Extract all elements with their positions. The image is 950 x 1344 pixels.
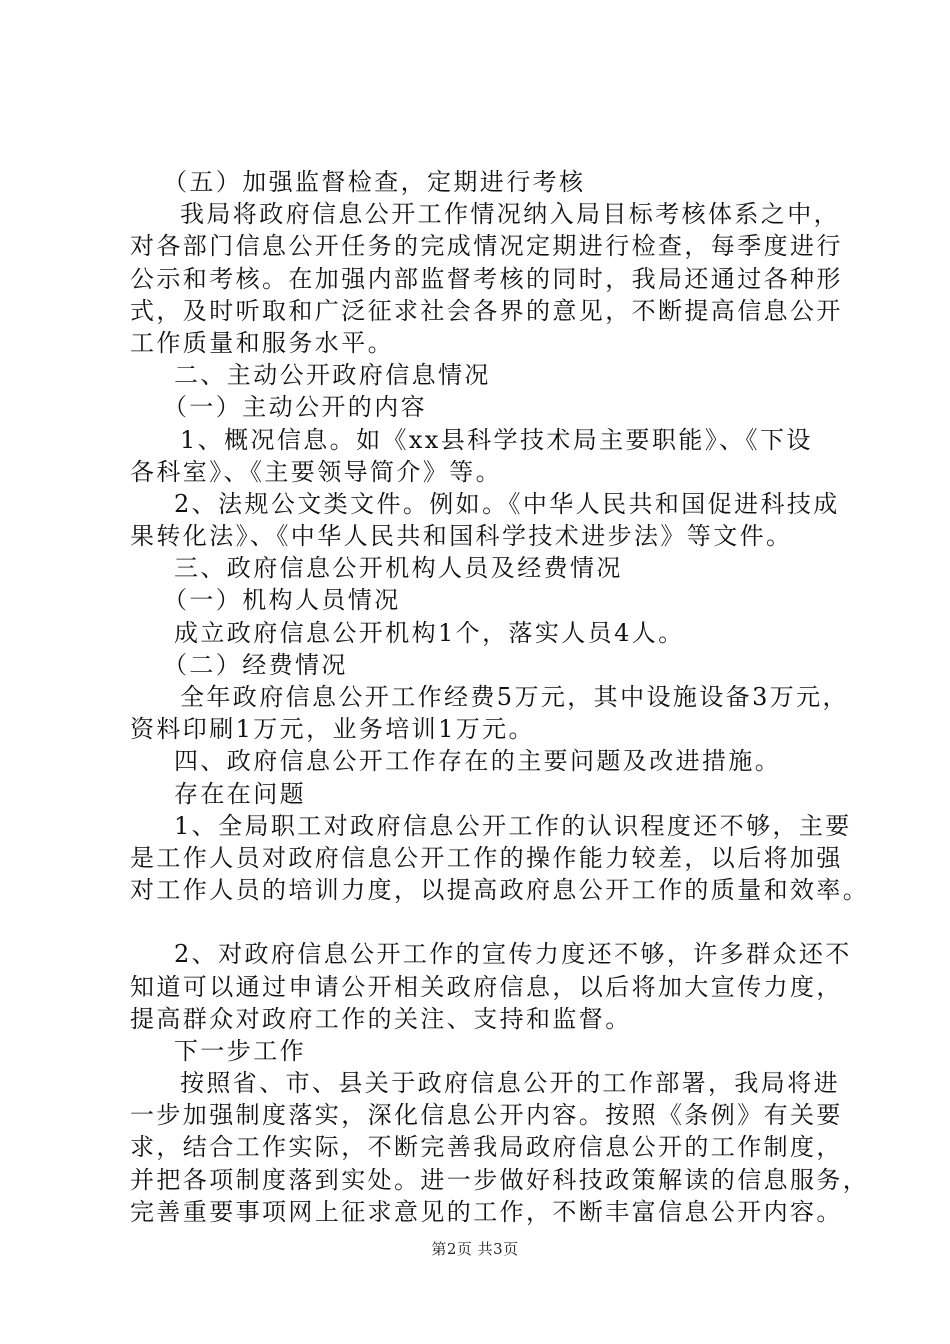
paragraph-line: 是工作人员对政府信息公开工作的操作能力较差，以后将加强 [130,843,843,872]
paragraph-line: 求，结合工作实际，不断完善我局政府信息公开的工作制度， [130,1133,843,1162]
paragraph-line: 资料印刷1万元，业务培训1万元。 [130,715,535,744]
section-heading: 四、政府信息公开工作存在的主要问题及改进措施。 [174,747,782,776]
paragraph-line: 我局将政府信息公开工作情况纳入局目标考核体系之中， [180,200,840,229]
page-footer: 第2页 共3页 [431,1240,519,1258]
paragraph-line: 对工作人员的培训力度，以提高政府息公开工作的质量和效率。 [130,876,870,905]
paragraph-line: 提高群众对政府工作的关注、支持和监督。 [130,1004,632,1033]
document-body [130,166,870,1228]
paragraph-line: 成立政府信息公开机构1个，落实人员4人。 [174,618,685,647]
section-heading: （二）经费情况 [163,650,348,679]
paragraph-line: 工作质量和服务水平。 [130,328,394,357]
paragraph-line: 1、概况信息。如《xx县科学技术局主要职能》、《下设 [180,425,813,454]
paragraph-line: 各科室》、《主要领导简介》等。 [130,457,502,486]
paragraph-line: 全年政府信息公开工作经费5万元，其中设施设备3万元， [180,683,849,711]
paragraph-line: 公示和考核。在加强内部监督考核的同时，我局还通过各种形 [130,264,843,293]
section-heading: （一）主动公开的内容 [163,393,427,422]
paragraph-line: 1、全局职工对政府信息公开工作的认识程度还不够，主要 [174,811,852,840]
paragraph-line: 按照省、市、县关于政府信息公开的工作部署，我局将进 [180,1069,840,1098]
section-heading: 存在在问题 [174,779,306,808]
paragraph-line: 2、对政府信息公开工作的宣传力度还不够，许多群众还不 [174,940,852,969]
section-heading: 下一步工作 [174,1036,306,1065]
paragraph-line: 完善重要事项网上征求意见的工作，不断丰富信息公开内容。 [130,1197,843,1226]
section-heading: 三、政府信息公开机构人员及经费情况 [174,554,623,583]
paragraph-line: 一步加强制度落实，深化信息公开内容。按照《条例》有关要 [130,1101,843,1130]
paragraph-line: 知道可以通过申请公开相关政府信息，以后将加大宣传力度， [130,972,843,1001]
paragraph-line: 2、法规公文类文件。例如。《中华人民共和国促进科技成 [174,489,840,518]
section-heading: 二、主动公开政府信息情况 [174,361,491,390]
paragraph-line: 果转化法》、《中华人民共和国科学技术进步法》等文件。 [130,522,793,551]
paragraph-line: 式，及时听取和广泛征求社会各界的意见，不断提高信息公开 [130,296,843,325]
paragraph-gap [130,906,850,938]
section-heading: （一）机构人员情况 [163,586,401,615]
paragraph-line: 并把各项制度落到实处。进一步做好科技政策解读的信息服务， [130,1165,870,1194]
paragraph-line: 对各部门信息公开任务的完成情况定期进行检查，每季度进行 [130,232,843,261]
section-heading: （五）加强监督检查，定期进行考核 [163,168,586,196]
